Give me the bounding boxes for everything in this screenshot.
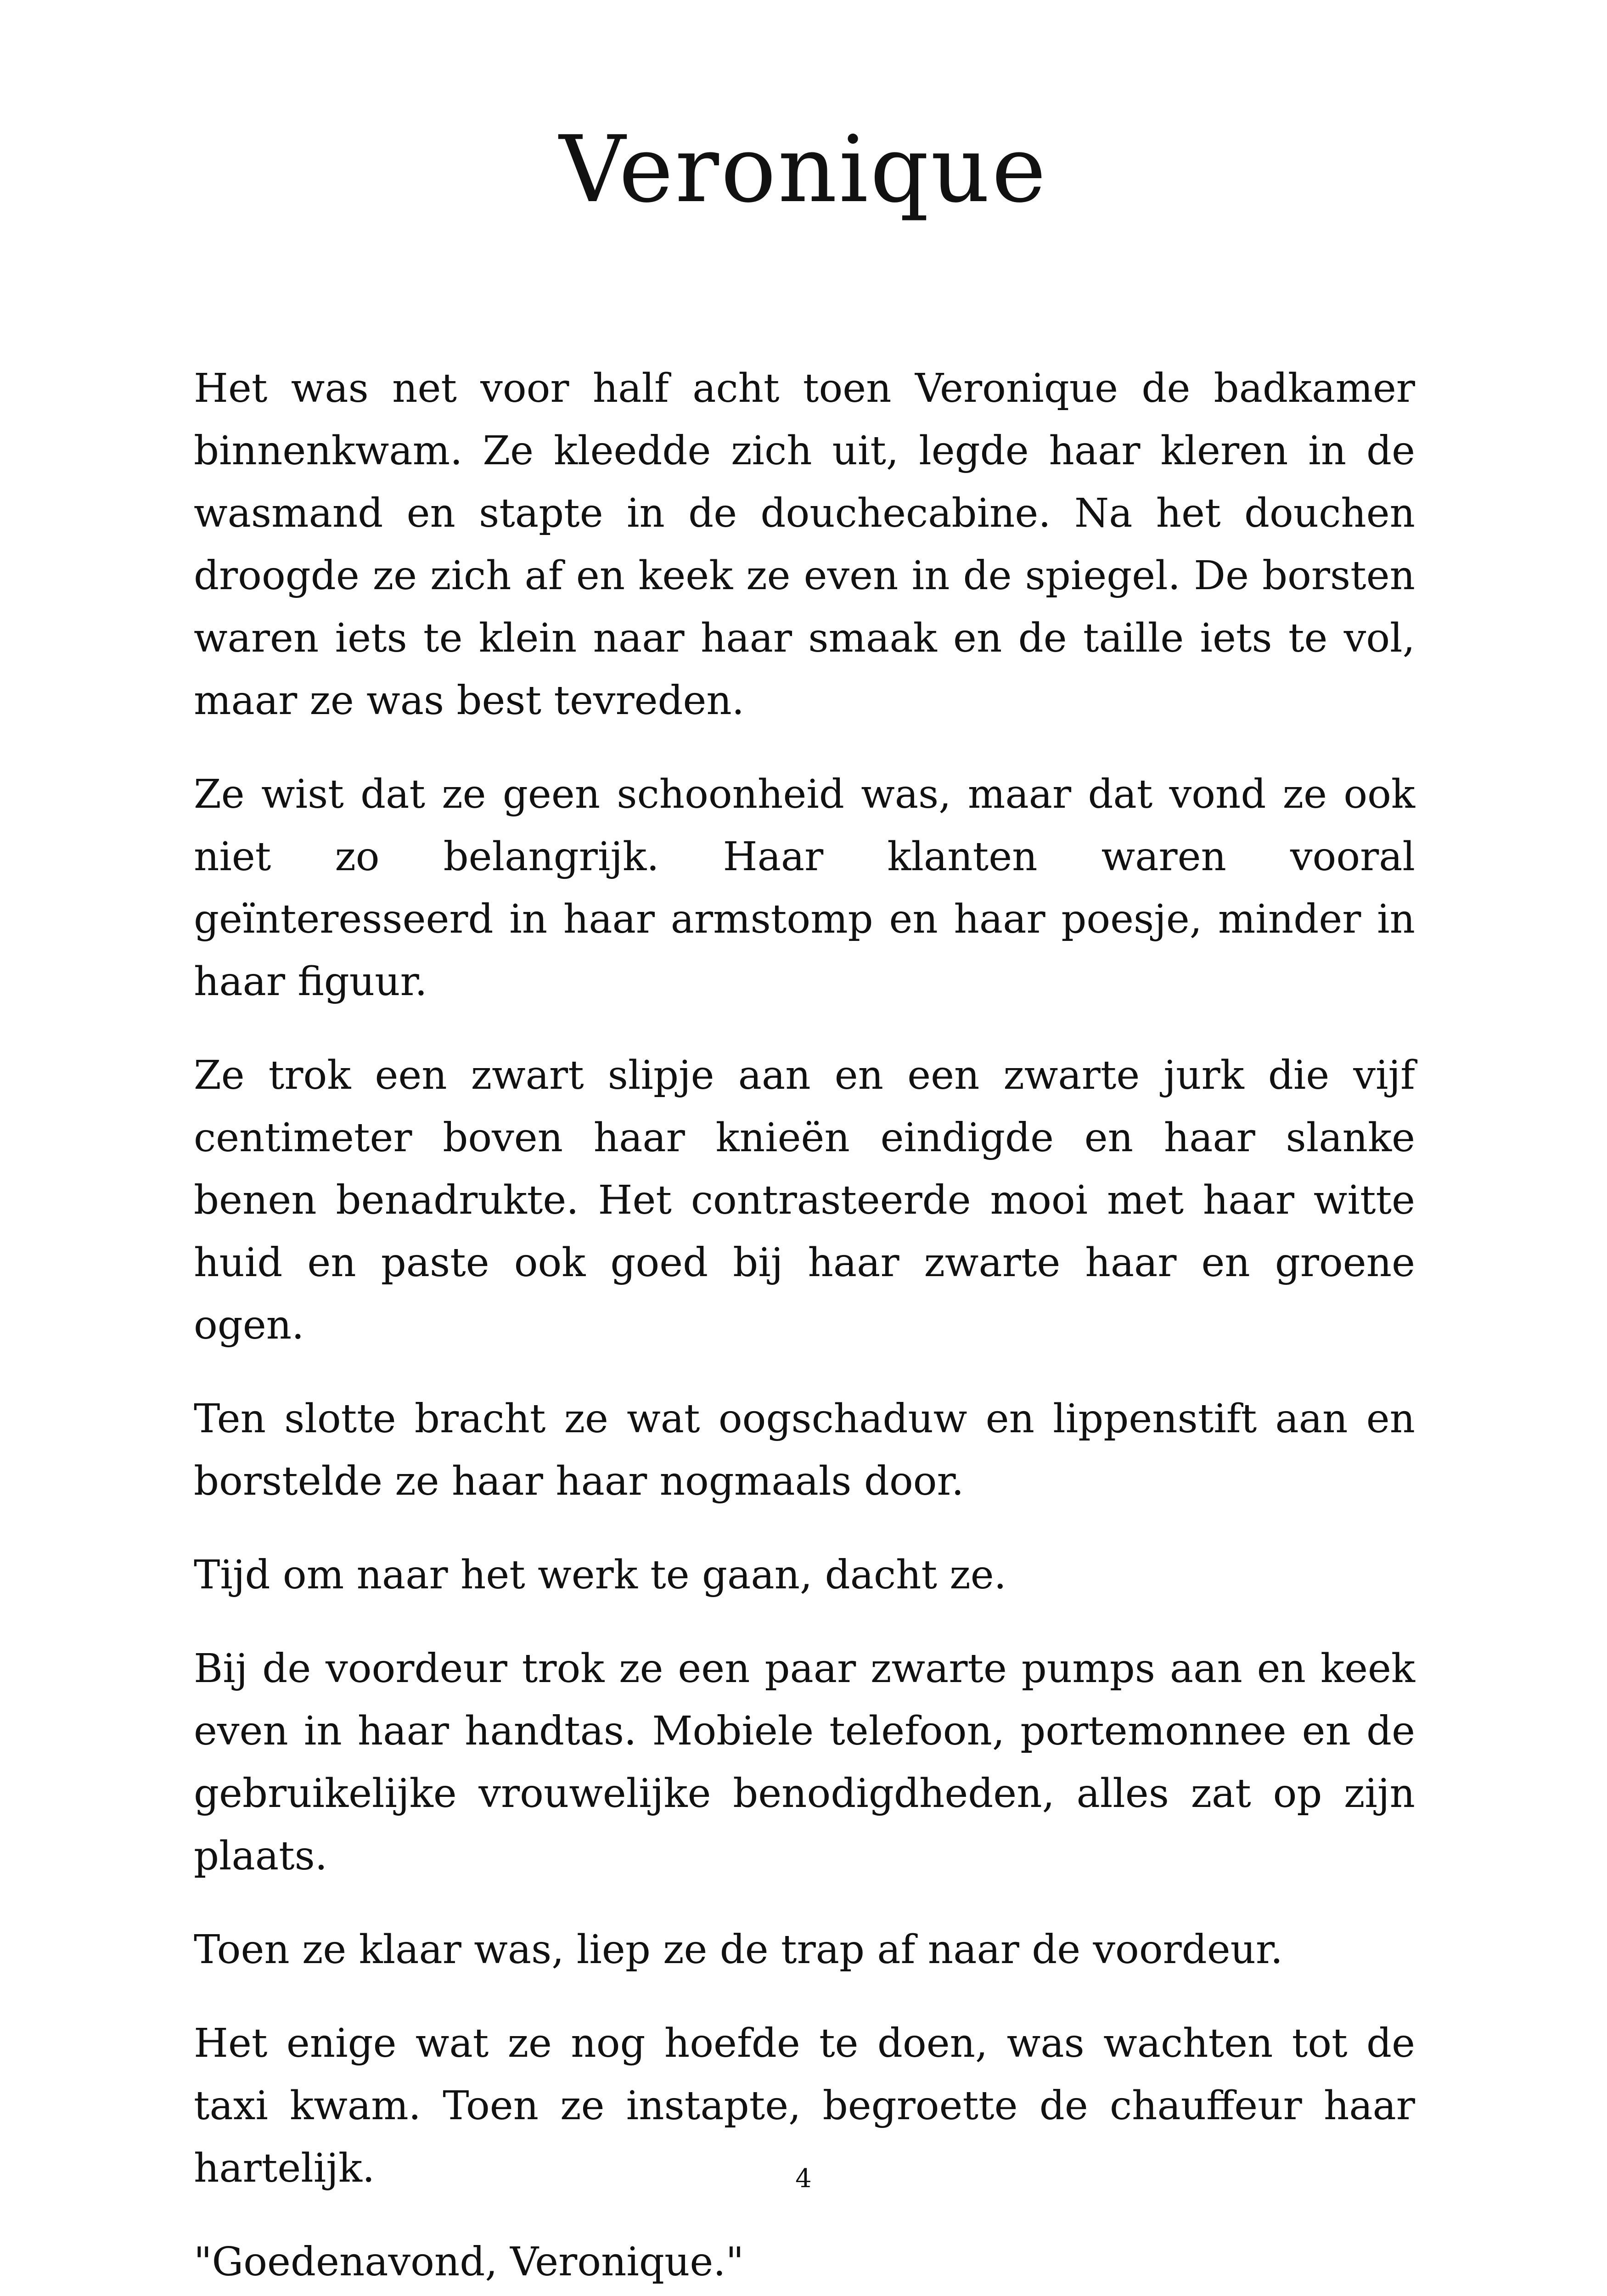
paragraph: Tijd om naar het werk te gaan, dacht ze.: [194, 1552, 1006, 1598]
page-title: Veronique: [559, 116, 1048, 223]
paragraph: Het was net voor half acht toen Veronique de badkamer binnenkwam. Ze kleedde zich uit, legde haar kleren in de wasmand en stapte in de douchecabine. Na het douchen droogde ze zich af en keek ze even in de spiegel. De borsten waren iets te klein naar haar smaak en de taille iets te vol, maar ze was best tevreden.: [194, 366, 1415, 724]
paragraph: Ze trok een zwart slipje aan en een zwarte jurk die vijf centimeter boven haar knieën eindigde en haar slanke benen benadrukte. Het contrasteerde mooi met haar witte huid en paste ook goed bij haar zwarte haar en groene ogen.: [194, 1052, 1415, 1348]
body-text: [194, 357, 1415, 2296]
paragraph: Het enige wat ze nog hoefde te doen, was wachten tot de taxi kwam. Toen ze instapte, begroette de chauffeur haar hartelijk.: [194, 2020, 1415, 2191]
paragraph: Toen ze klaar was, liep ze de trap af naar de voordeur.: [194, 1927, 1283, 1973]
paragraph: Bij de voordeur trok ze een paar zwarte pumps aan en keek even in haar handtas. Mobiele telefoon, portemonnee en de gebruikelijke vrouwelijke benodigdheden, alles zat op zijn plaats.: [194, 1646, 1415, 1879]
page-number: 4: [795, 2164, 812, 2194]
paragraph: Ten slotte bracht ze wat oogschaduw en lippenstift aan en borstelde ze haar haar nogmaals door.: [194, 1396, 1415, 1504]
paragraph: "Goedenavond, Veronique.": [194, 2239, 744, 2285]
paragraph: Ze wist dat ze geen schoonheid was, maar dat vond ze ook niet zo belangrijk. Haar klanten waren vooral geïnteresseerd in haar armstomp en haar poesje, minder in haar figuur.: [194, 771, 1415, 1005]
